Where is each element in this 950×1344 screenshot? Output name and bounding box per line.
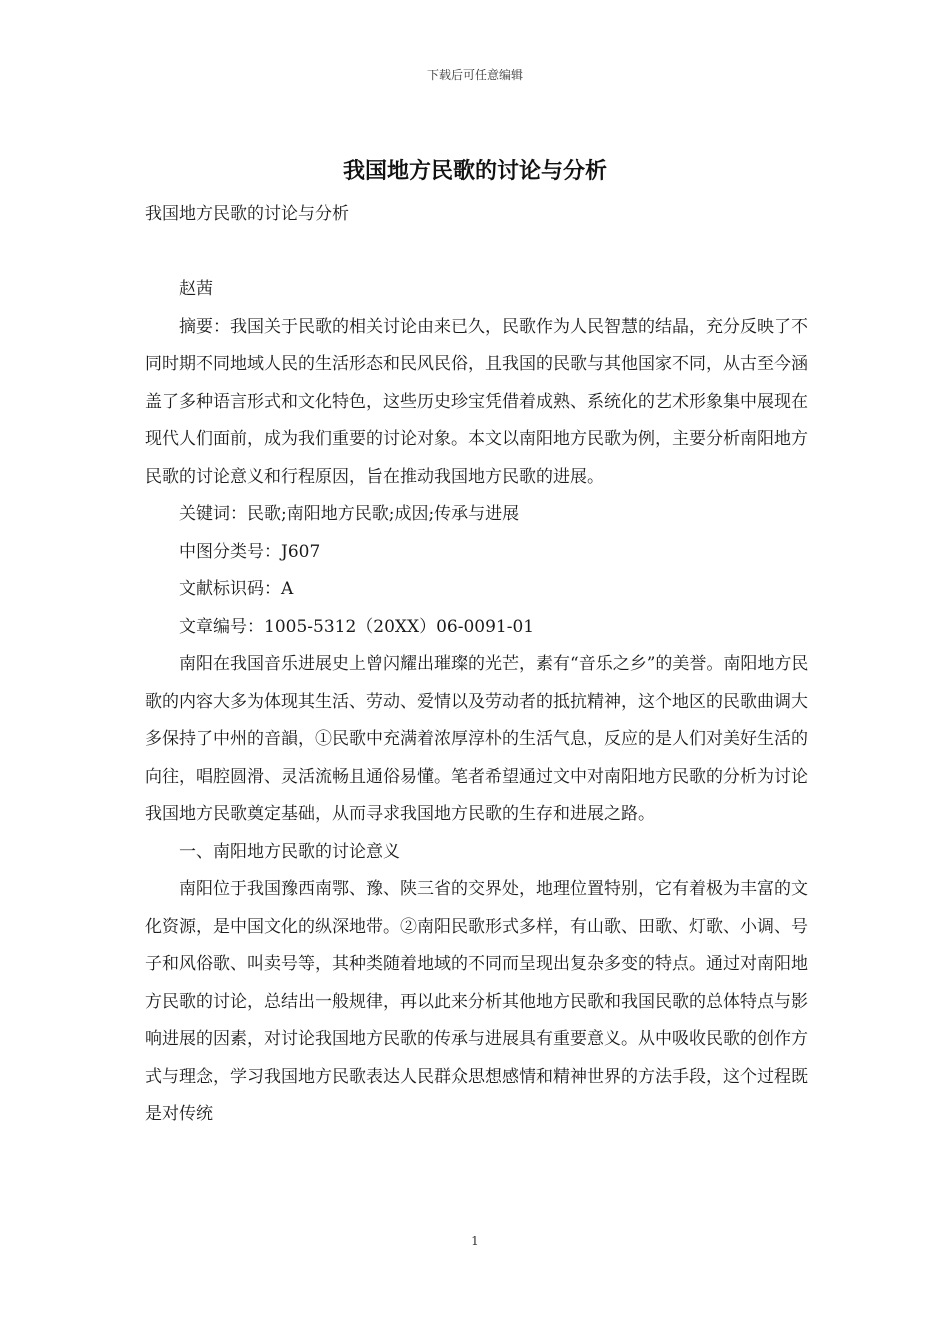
page-number: 1 — [471, 1234, 479, 1248]
section-heading: 一、南阳地方民歌的讨论意义 — [179, 841, 400, 862]
article-number: 文章编号：1005-5312（20XX）06-0091-01 — [179, 616, 535, 637]
clc-number: 中图分类号：J607 — [179, 541, 321, 562]
document-title: 我国地方民歌的讨论与分析 — [342, 158, 607, 184]
intro-paragraph: 南阳在我国音乐进展史上曾闪耀出璀璨的光芒，素有“音乐之乡”的美誉。南阳地方民歌的内容大多为体现其生活、劳动、爱情以及劳动者的抵抗精神，这个地区的民歌曲调大多保持了中州的音韻，①民歌中充满着浓厚淳朴的生活气息，反应的是人们对美好生活的向往，唱腔圆滑、灵活流畅且通俗易懂。笔者希望通过文中对南阳地方民歌的分析为讨论我国地方民歌奠定基础，从而寻求我国地方民歌的生存和进展之路。 — [145, 654, 809, 824]
header-note: 下载后可任意编辑 — [426, 68, 523, 82]
author: 赵茜 — [179, 279, 213, 299]
subtitle: 我国地方民歌的讨论与分析 — [145, 204, 349, 224]
abstract-paragraph: 摘要：我国关于民歌的相关讨论由来已久，民歌作为人民智慧的结晶，充分反映了不同时期不同地域人民的生活形态和民风民俗，且我国的民歌与其他国家不同，从古至今涵盖了多种语言形式和文化特色，这些历史珍宝凭借着成熟、系统化的艺术形象集中展现在现代人们面前，成为我们重要的讨论对象。本文以南阳地方民歌为例，主要分析南阳地方民歌的讨论意义和行程原因，旨在推动我国地方民歌的进展。 — [145, 316, 808, 487]
document-code: 文献标识码：A — [179, 579, 294, 599]
section-paragraph: 南阳位于我国豫西南鄂、豫、陕三省的交界处，地理位置特别，它有着极为丰富的文化资源，是中国文化的纵深地带。②南阳民歌形式多样，有山歌、田歌、灯歌、小调、号子和风俗歌、叫卖号等，其种类随着地域的不同而呈现出复杂多变的特点。通过对南阳地方民歌的讨论，总结出一般规律，再以此来分析其他地方民歌和我国民歌的总体特点与影响进展的因素，对讨论我国地方民歌的传承与进展具有重要意义。从中吸收民歌的创作方式与理念，学习我国地方民歌表达人民群众思想感情和精神世界的方法手段，这个过程既是对传统 — [145, 879, 808, 1124]
keywords: 关键词：民歌;南阳地方民歌;成因;传承与进展 — [179, 504, 520, 524]
document-body — [145, 196, 810, 1134]
blank-line — [145, 234, 810, 272]
